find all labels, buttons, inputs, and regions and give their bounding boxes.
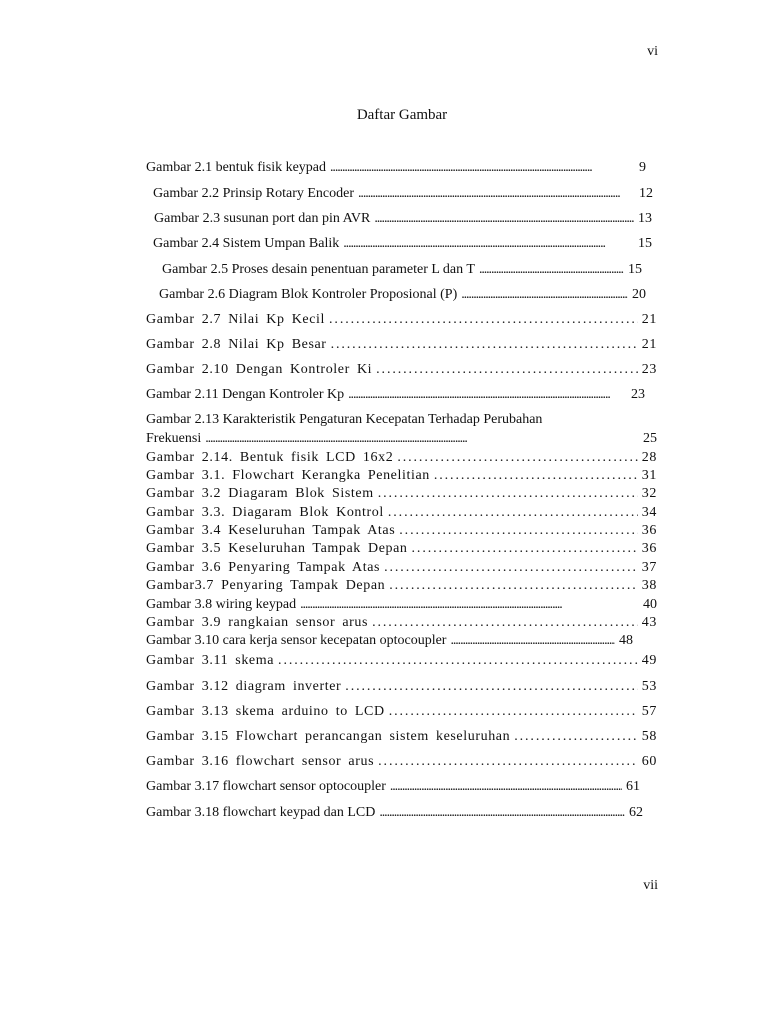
toc-entry-page: 13 <box>638 211 652 226</box>
toc-leader <box>514 728 638 745</box>
toc-entry-label: Gambar 2.7 Nilai Kp Kecil <box>146 312 326 327</box>
toc-entry[interactable] <box>146 540 657 557</box>
toc-entry[interactable] <box>146 410 657 448</box>
toc-leader <box>390 778 622 795</box>
toc-entry-page: 34 <box>641 505 657 520</box>
toc-entry-label: Gambar3.7 Penyaring Tampak Depan <box>146 578 386 593</box>
toc-entry[interactable] <box>146 504 657 521</box>
toc-entry-label: Gambar 3.1. Flowchart Kerangka Penelitian <box>146 468 430 483</box>
toc-leader <box>374 210 634 227</box>
toc-entry-label-continued: Frekuensi <box>146 431 202 446</box>
toc-entry-label: Gambar 3.17 flowchart sensor optocoupler <box>146 779 386 794</box>
toc-entry[interactable] <box>146 449 657 466</box>
toc-entry-label: Gambar 3.2 Diagaram Blok Sistem <box>146 486 374 501</box>
toc-entry[interactable] <box>153 235 652 252</box>
toc-entry-label: Gambar 2.3 susunan port dan pin AVR <box>154 211 371 226</box>
toc-entry-label: Gambar 3.11 skema <box>146 653 275 668</box>
toc-entry-page: 40 <box>643 597 657 612</box>
toc-entry-label: Gambar 2.5 Proses desain penentuan parameter L dan T <box>162 262 475 277</box>
toc-entry-page: 23 <box>631 387 645 402</box>
toc-leader <box>329 311 638 328</box>
page-title: Daftar Gambar <box>356 107 448 123</box>
toc-entry[interactable] <box>146 336 657 353</box>
toc-entry-label: Gambar 3.12 diagram inverter <box>146 679 342 694</box>
toc-entry-page: 62 <box>629 805 643 820</box>
toc-entry-label: Gambar 2.10 Dengan Kontroler Ki <box>146 362 373 377</box>
toc-entry-label: Gambar 2.13 Karakteristik Pengaturan Kecepatan Terhadap Perubahan <box>146 412 543 427</box>
toc-entry-page: 28 <box>641 450 657 465</box>
toc-entry[interactable] <box>146 386 645 403</box>
toc-entry-label: Gambar 3.15 Flowchart perancangan sistem keseluruhan <box>146 729 511 744</box>
toc-entry[interactable] <box>146 311 657 328</box>
toc-entry-page: 21 <box>641 312 657 327</box>
toc-entry[interactable] <box>159 286 646 303</box>
toc-entry[interactable] <box>146 559 657 576</box>
toc-leader <box>378 753 638 770</box>
toc-entry[interactable] <box>154 210 652 227</box>
toc-entry-page: 12 <box>639 186 653 201</box>
toc-entry-label: Gambar 3.16 flowchart sensor arus <box>146 754 375 769</box>
toc-leader <box>372 614 638 631</box>
toc-entry-page: 9 <box>639 160 646 175</box>
toc-entry-page: 20 <box>632 287 646 302</box>
toc-entry-label: Gambar 2.11 Dengan Kontroler Kp <box>146 387 345 402</box>
toc-entry-page: 49 <box>641 653 657 668</box>
toc-entry-page: 31 <box>641 468 657 483</box>
toc-entry-label: Gambar 3.13 skema arduino to LCD <box>146 704 385 719</box>
toc-leader <box>479 261 624 278</box>
toc-entry-page: 15 <box>628 262 642 277</box>
toc-entry-label: Gambar 2.2 Prinsip Rotary Encoder <box>153 186 355 201</box>
toc-leader <box>300 596 639 613</box>
toc-entry-page: 48 <box>619 633 633 648</box>
toc-entry-page: 25 <box>643 431 657 446</box>
toc-entry-page: 32 <box>641 486 657 501</box>
page-number-bottom: vii <box>643 878 658 893</box>
toc-entry-label: Gambar 3.18 flowchart keypad dan LCD <box>146 805 376 820</box>
toc-entry-label: Gambar 2.4 Sistem Umpan Balik <box>153 236 340 251</box>
toc-entry[interactable] <box>153 185 653 202</box>
toc-entry[interactable] <box>162 261 642 278</box>
toc-leader <box>378 485 638 502</box>
toc-entry[interactable] <box>146 652 657 669</box>
toc-leader <box>384 559 638 576</box>
toc-entry-label: Gambar 3.8 wiring keypad <box>146 597 297 612</box>
toc-leader <box>379 804 625 821</box>
toc-entry-page: 43 <box>641 615 657 630</box>
toc-leader <box>278 652 638 669</box>
toc-leader <box>345 678 638 695</box>
toc-entry-page: 23 <box>641 362 657 377</box>
toc-entry[interactable] <box>146 678 657 695</box>
toc-entry-page: 61 <box>626 779 640 794</box>
toc-entry-label: Gambar 2.6 Diagram Blok Kontroler Proposional (P) <box>159 287 458 302</box>
toc-leader <box>434 467 638 484</box>
toc-entry[interactable] <box>146 703 657 720</box>
toc-leader <box>461 286 628 303</box>
toc-leader <box>331 336 638 353</box>
toc-entry[interactable] <box>146 632 633 649</box>
toc-entry[interactable] <box>146 485 657 502</box>
toc-leader <box>389 577 638 594</box>
toc-entry-page: 36 <box>641 523 657 538</box>
toc-entry[interactable] <box>146 159 646 176</box>
toc-entry-label: Gambar 3.6 Penyaring Tampak Atas <box>146 560 381 575</box>
toc-entry-label: Gambar 3.9 rangkaian sensor arus <box>146 615 369 630</box>
toc-leader <box>330 159 635 176</box>
toc-entry[interactable] <box>146 361 657 378</box>
toc-entry-label: Gambar 2.1 bentuk fisik keypad <box>146 160 327 175</box>
toc-entry[interactable] <box>146 522 657 539</box>
toc-leader <box>348 386 627 403</box>
page-number-top: vi <box>647 44 658 59</box>
toc-leader <box>388 504 638 521</box>
toc-entry[interactable] <box>146 614 657 631</box>
toc-leader <box>412 540 638 557</box>
toc-entry-label: Gambar 2.8 Nilai Kp Besar <box>146 337 327 352</box>
toc-leader <box>343 235 634 252</box>
toc-leader <box>397 449 637 466</box>
toc-entry-label: Gambar 2.14. Bentuk fisik LCD 16x2 <box>146 450 394 465</box>
toc-entry-label: Gambar 3.10 cara kerja sensor kecepatan optocoupler <box>146 633 447 648</box>
toc-entry-page: 60 <box>641 754 657 769</box>
toc-entry-page: 57 <box>641 704 657 719</box>
toc-leader <box>389 703 638 720</box>
toc-entry-page: 21 <box>641 337 657 352</box>
toc-entry-page: 37 <box>641 560 657 575</box>
toc-entry-label: Gambar 3.4 Keseluruhan Tampak Atas <box>146 523 396 538</box>
toc-entry-label: Gambar 3.5 Keseluruhan Tampak Depan <box>146 541 408 556</box>
toc-entry[interactable] <box>146 778 640 795</box>
toc-entry[interactable] <box>146 467 657 484</box>
toc-entry-page: 58 <box>641 729 657 744</box>
toc-entry[interactable] <box>146 753 657 770</box>
toc-leader <box>399 522 638 539</box>
toc-leader <box>450 632 615 649</box>
toc-entry-label: Gambar 3.3. Diagaram Blok Kontrol <box>146 505 384 520</box>
toc-entry[interactable] <box>146 728 657 745</box>
toc-entry-page: 36 <box>641 541 657 556</box>
toc-entry[interactable] <box>146 804 643 821</box>
toc-leader <box>205 429 639 448</box>
toc-entry[interactable] <box>146 596 657 613</box>
toc-leader <box>358 185 635 202</box>
toc-entry-page: 38 <box>641 578 657 593</box>
toc-entry-page: 15 <box>638 236 652 251</box>
toc-entry-page: 53 <box>641 679 657 694</box>
toc-entry[interactable] <box>146 577 657 594</box>
toc-leader <box>376 361 638 378</box>
